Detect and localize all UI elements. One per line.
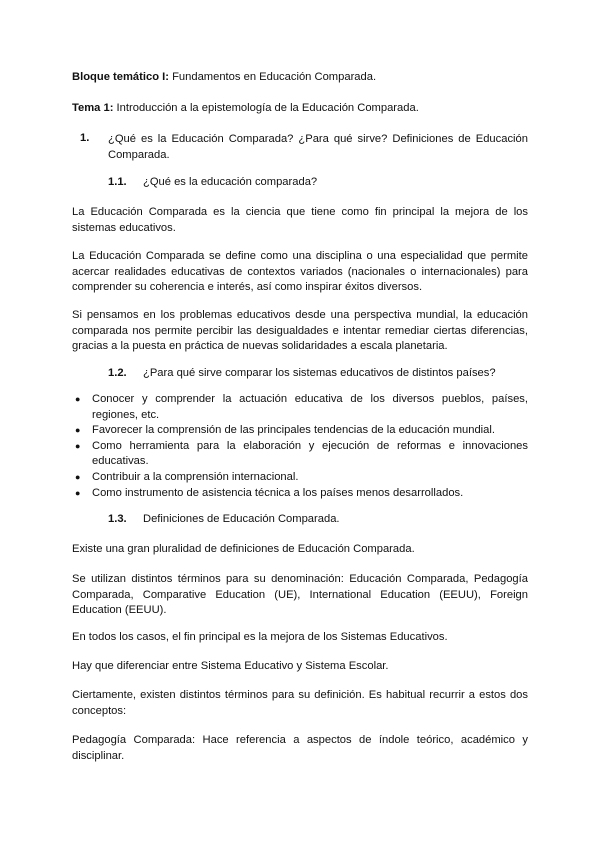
subsection-number: 1.1. [108, 176, 127, 188]
subsection-title: Definiciones de Educación Comparada. [143, 513, 340, 525]
topic-label: Tema 1: [72, 102, 114, 114]
paragraph: Si pensamos en los problemas educativos desde una perspectiva mundial, la educación comparada nos permite percibir las desigualdades e intentar remediar ciertas diferencias, gracias a la puesta en práctica de nuevas solidaridades a escala planetaria. [72, 309, 528, 353]
bullet-icon: ● [75, 394, 81, 404]
list-item [72, 486, 528, 502]
bullet-icon: ● [75, 425, 81, 436]
paragraph: La Educación Comparada se define como una disciplina o una especialidad que permite acercar realidades educativas de contextos variados (nacionales o internacionales) para comprender su coherencia e interés, así como inspirar éxitos diversos. [72, 250, 528, 294]
block-heading [72, 71, 376, 83]
subsection-number: 1.2. [108, 367, 127, 379]
list-item-text: Contribuir a la comprensión internacional. [92, 470, 299, 483]
list-item [72, 423, 528, 439]
bullet-icon: ● [75, 487, 81, 498]
paragraph: Hay que diferenciar entre Sistema Educativo y Sistema Escolar. [72, 660, 389, 672]
paragraph: Pedagogía Comparada: Hace referencia a aspectos de índole teórico, académico y disciplinar. [72, 734, 528, 762]
list-item-text: Conocer y comprender la actuación educativa de los diversos pueblos, países, regiones, etc. [92, 393, 528, 421]
list-item-text: Como instrumento de asistencia técnica a los países menos desarrollados. [92, 486, 464, 499]
subsection-title: ¿Qué es la educación comparada? [143, 176, 318, 188]
topic-heading [72, 102, 419, 114]
subsection-title: ¿Para qué sirve comparar los sistemas educativos de distintos países? [143, 367, 496, 379]
paragraph: En todos los casos, el fin principal es la mejora de los Sistemas Educativos. [72, 631, 448, 643]
paragraph: La Educación Comparada es la ciencia que tiene como fin principal la mejora de los sistemas educativos. [72, 206, 528, 234]
block-title: Fundamentos en Educación Comparada. [168, 71, 377, 83]
subsection-number: 1.3. [108, 513, 127, 525]
section-number: 1. [80, 132, 90, 144]
list-item-text: Como herramienta para la elaboración y ejecución de reformas e innovaciones educativas. [92, 439, 528, 468]
bullet-icon: ● [75, 471, 81, 482]
section-title: ¿Qué es la Educación Comparada? ¿Para qué sirve? Definiciones de Educación Comparada. [108, 133, 528, 161]
paragraph: Ciertamente, existen distintos términos para su definición. Es habitual recurrir a estos dos conceptos: [72, 689, 528, 717]
block-label: Bloque temático I: [72, 71, 169, 83]
paragraph: Existe una gran pluralidad de definiciones de Educación Comparada. [72, 543, 415, 555]
list-item [72, 470, 528, 486]
list-item [72, 439, 528, 470]
list-item-text: Favorecer la comprensión de las principales tendencias de la educación mundial. [92, 424, 495, 437]
list-item [72, 392, 528, 423]
paragraph: Se utilizan distintos términos para su denominación: Educación Comparada, Pedagogía Comparada, Comparative Education (UE), International Education (EEUU), Foreign Education (EEUU). [72, 573, 528, 617]
bullet-icon: ● [75, 440, 81, 451]
topic-title: Introducción a la epistemología de la Educación Comparada. [113, 102, 419, 114]
bullet-list [72, 392, 528, 501]
